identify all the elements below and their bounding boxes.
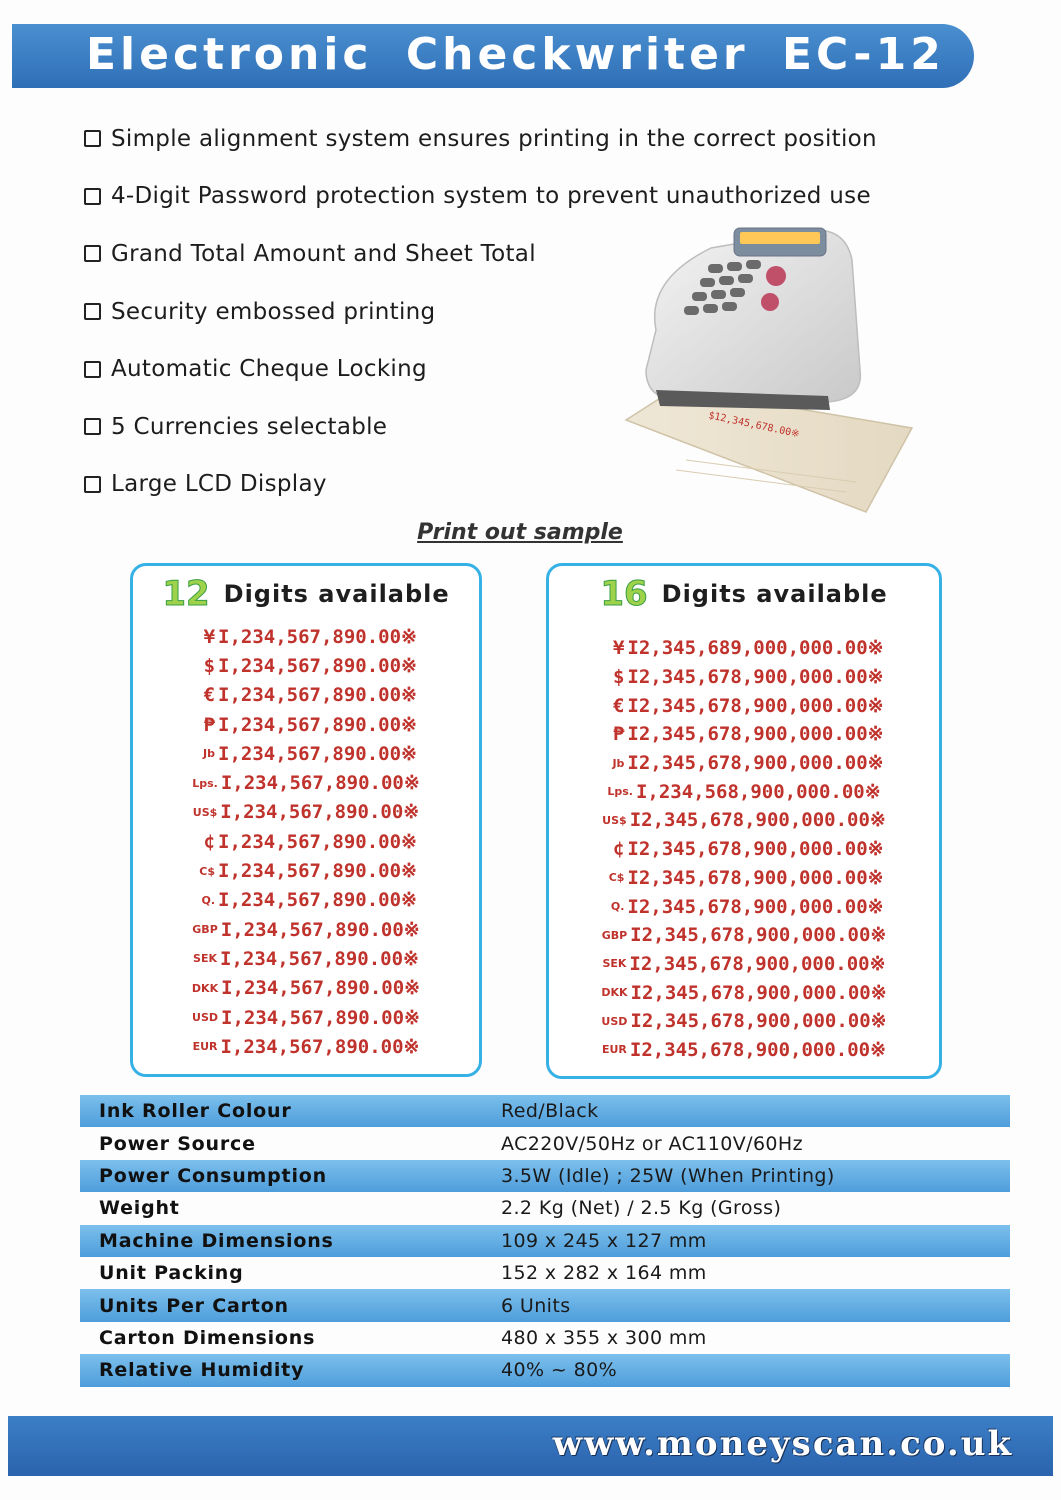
amount-value: I,234,567,890.00※ (218, 713, 417, 736)
currency-symbol: $ (612, 666, 625, 689)
amount-value: I2,345,678,900,000.00※ (630, 981, 887, 1004)
amount-value: I,234,567,890.00※ (218, 889, 417, 912)
spec-row (80, 1192, 1010, 1224)
currency-symbol: USD (192, 1011, 219, 1024)
amount-value: I,234,567,890.00※ (218, 742, 417, 765)
amount-value: I,234,567,890.00※ (218, 625, 417, 648)
currency-symbol: ¢ (203, 830, 216, 853)
spec-label: Power Consumption (99, 1164, 327, 1187)
specifications-table (80, 1095, 1010, 1387)
amount-row (133, 768, 479, 797)
checkbox-square-icon (84, 418, 101, 435)
currency-symbol: US$ (602, 813, 627, 827)
spec-value: 40% ~ 80% (501, 1359, 618, 1382)
amount-row (549, 806, 939, 835)
amount-value: I2,345,678,900,000.00※ (629, 1038, 887, 1061)
currency-symbol: ¥ (612, 637, 625, 660)
spec-label: Weight (99, 1197, 180, 1220)
amount-row (133, 622, 479, 651)
currency-symbol: Jb (612, 756, 625, 770)
amount-row (133, 915, 479, 944)
spec-label: Carton Dimensions (99, 1326, 316, 1349)
amount-row (133, 651, 479, 680)
amount-row (133, 856, 479, 885)
amount-row (133, 1003, 479, 1032)
spec-row (80, 1354, 1010, 1386)
amount-row (133, 886, 479, 915)
spec-value: 480 x 355 x 300 mm (501, 1326, 707, 1349)
panel-12-digits (130, 563, 482, 1077)
amount-value: I2,345,678,900,000.00※ (627, 866, 884, 889)
amount-value: I,234,567,890.00※ (220, 772, 420, 795)
amount-value: I,234,567,890.00※ (218, 654, 417, 677)
amount-row (549, 864, 939, 893)
panel-12-header (133, 566, 479, 622)
currency-symbol: DKK (191, 981, 219, 995)
currency-symbol: SEK (602, 957, 627, 971)
panel-12-rows (133, 622, 479, 1061)
amount-row (133, 739, 479, 768)
page-title: Electronic Checkwriter EC-12 (86, 29, 945, 80)
amount-row (549, 720, 939, 749)
amount-value: I2,345,678,900,000.00※ (627, 666, 884, 689)
panel-16-label: Digits available (661, 580, 888, 608)
currency-symbol: ₱ (612, 723, 625, 746)
spec-value: 2.2 Kg (Net) / 2.5 Kg (Gross) (501, 1197, 782, 1220)
checkwriter-machine-image (616, 220, 916, 520)
amount-row (549, 921, 939, 950)
amount-value: I2,345,678,900,000.00※ (627, 694, 884, 717)
currency-symbol: Jb (203, 747, 216, 761)
checkbox-square-icon (84, 245, 101, 262)
amount-row (549, 892, 939, 921)
amount-value: I,234,567,890.00※ (218, 830, 417, 853)
checkbox-square-icon (84, 303, 101, 320)
website-url: www.moneyscan.co.uk (552, 1424, 1013, 1464)
currency-symbol: DKK (601, 986, 628, 1000)
currency-symbol: GBP (601, 928, 628, 942)
feature-item: Simple alignment system ensures printing in the correct position (84, 110, 877, 168)
amount-row (133, 710, 479, 739)
spec-value: 109 x 245 x 127 mm (501, 1229, 707, 1252)
amount-row (549, 691, 939, 720)
feature-item: Grand Total Amount and Sheet Total (84, 225, 877, 283)
currency-symbol: € (203, 684, 216, 707)
checkbox-square-icon (84, 476, 101, 493)
currency-symbol: ¢ (612, 838, 625, 861)
amount-row (133, 798, 479, 827)
currency-symbol: € (612, 694, 625, 717)
spec-label: Unit Packing (99, 1262, 244, 1285)
currency-symbol: EUR (192, 1040, 218, 1054)
panel-16-rows (549, 634, 939, 1064)
amount-row (549, 1036, 939, 1065)
currency-symbol: GBP (192, 923, 218, 937)
spec-label: Relative Humidity (99, 1359, 305, 1382)
amount-value: I,234,567,890.00※ (221, 1006, 420, 1029)
amount-row (133, 681, 479, 710)
checkbox-square-icon (84, 130, 101, 147)
spec-value: 3.5W (Idle) ; 25W (When Printing) (501, 1164, 835, 1187)
spec-row (80, 1127, 1010, 1159)
amount-value: I,234,567,890.00※ (220, 947, 419, 970)
spec-value: 152 x 282 x 164 mm (501, 1262, 707, 1285)
spec-label: Machine Dimensions (99, 1229, 334, 1252)
amount-value: I,234,567,890.00※ (221, 977, 421, 1000)
print-sample-heading: Print out sample (417, 520, 623, 545)
amount-row (549, 663, 939, 692)
panel-16-digits (546, 563, 942, 1079)
amount-value: I2,345,678,900,000.00※ (627, 752, 884, 775)
amount-value: I2,345,678,900,000.00※ (630, 1010, 887, 1033)
spec-row (80, 1095, 1010, 1127)
feature-item: 4-Digit Password protection system to prevent unauthorized use (84, 168, 877, 226)
amount-row (549, 950, 939, 979)
machine-print-sample: $12,345,678.00※ (707, 410, 801, 441)
currency-symbol: C$ (608, 871, 625, 885)
amount-row (549, 835, 939, 864)
amount-value: I,234,567,890.00※ (218, 860, 417, 883)
amount-value: I2,345,678,900,000.00※ (630, 924, 887, 947)
currency-symbol: Lps. (192, 776, 218, 790)
spec-row (80, 1160, 1010, 1192)
amount-value: I,234,567,890.00※ (218, 684, 417, 707)
amount-value: I2,345,678,900,000.00※ (629, 952, 886, 975)
panel-16-number: 16 (600, 574, 648, 614)
amount-row (133, 827, 479, 856)
amount-row (549, 978, 939, 1007)
amount-row (549, 1007, 939, 1036)
currency-symbol: US$ (192, 805, 218, 819)
checkbox-square-icon (84, 361, 101, 378)
amount-row (133, 1032, 479, 1061)
spec-row (80, 1225, 1010, 1257)
amount-row (549, 777, 939, 806)
spec-row (80, 1289, 1010, 1321)
currency-symbol: $ (203, 654, 216, 677)
panel-12-number: 12 (162, 574, 210, 614)
feature-item: Automatic Cheque Locking (84, 340, 877, 398)
amount-value: I2,345,678,900,000.00※ (627, 723, 884, 746)
spec-label: Units Per Carton (99, 1294, 289, 1317)
spec-label: Ink Roller Colour (99, 1100, 292, 1123)
feature-item: Large LCD Display (84, 456, 877, 514)
amount-value: I,234,567,890.00※ (220, 801, 420, 824)
currency-symbol: ₱ (203, 713, 216, 736)
spec-value: AC220V/50Hz or AC110V/60Hz (501, 1132, 803, 1155)
currency-symbol: ¥ (203, 625, 216, 648)
spec-label: Power Source (99, 1132, 256, 1155)
panel-12-label: Digits available (223, 580, 450, 608)
spec-value: 6 Units (501, 1294, 571, 1317)
spec-row (80, 1322, 1010, 1354)
amount-value: I2,345,678,900,000.00※ (627, 838, 884, 861)
amount-value: I2,345,689,000,000.00※ (627, 637, 884, 660)
amount-value: I,234,568,900,000.00※ (635, 780, 881, 803)
checkbox-square-icon (84, 188, 101, 205)
amount-value: I,234,567,890.00※ (220, 918, 420, 941)
currency-symbol: EUR (601, 1043, 627, 1057)
amount-row (133, 944, 479, 973)
panel-16-header (549, 566, 939, 622)
spec-row (80, 1257, 1010, 1289)
amount-value: I2,345,678,900,000.00※ (627, 895, 884, 918)
amount-row (133, 974, 479, 1003)
currency-symbol: Q. (201, 893, 216, 907)
currency-symbol: Q. (610, 900, 625, 914)
currency-symbol: SEK (193, 952, 217, 966)
feature-item: 5 Currencies selectable (84, 398, 877, 456)
feature-item: Security embossed printing (84, 283, 877, 341)
currency-symbol: Lps. (607, 785, 633, 799)
spec-value: Red/Black (501, 1100, 599, 1123)
amount-value: I,234,567,890.00※ (220, 1035, 420, 1058)
currency-symbol: USD (601, 1014, 628, 1028)
currency-symbol: C$ (199, 864, 216, 878)
amount-row (549, 634, 939, 663)
amount-value: I2,345,678,900,000.00※ (629, 809, 886, 832)
amount-row (549, 749, 939, 778)
